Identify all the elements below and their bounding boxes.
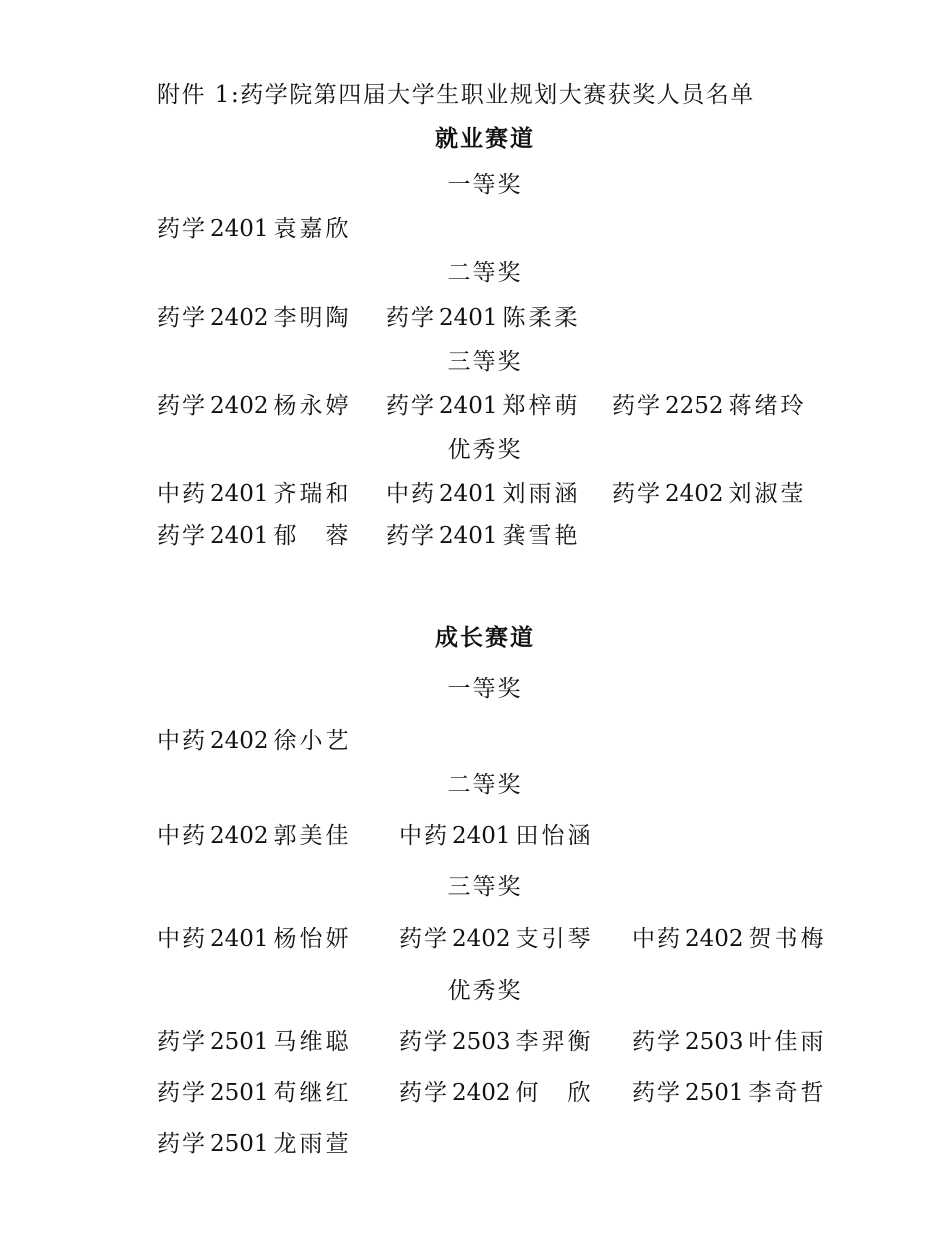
award-heading-second: 二等奖 [447,772,523,798]
winner-entry: 药学 2252 蒋绪玲 [612,393,807,419]
winner-entry: 药学 2501 李奇哲 [632,1080,827,1106]
winner-entry: 药学 2503 李羿衡 [399,1029,594,1055]
winner-entry: 药学 2402 支引琴 [399,926,594,952]
winner-entry: 药学 2401 袁嘉欣 [157,216,352,242]
document-title: 附件 1:药学院第四届大学生职业规划大赛获奖人员名单 [157,82,755,108]
winner-entry: 药学 2401 郁 蓉 [157,523,352,549]
winner-entry: 中药 2401 杨怡妍 [157,926,352,952]
winner-entry: 药学 2501 马维聪 [157,1029,352,1055]
winner-entry: 药学 2401 陈柔柔 [386,305,581,331]
winner-entry: 药学 2501 龙雨萱 [157,1131,352,1157]
winner-entry: 药学 2503 叶佳雨 [632,1029,827,1055]
winner-entry: 中药 2402 贺书梅 [632,926,827,952]
track-heading-growth: 成长赛道 [435,624,535,651]
award-heading-third: 三等奖 [447,349,523,375]
award-heading-first: 一等奖 [447,172,523,198]
award-heading-merit: 优秀奖 [447,437,523,463]
winner-entry: 药学 2501 苟继红 [157,1080,352,1106]
winner-entry: 药学 2402 杨永婷 [157,393,352,419]
winner-entry: 药学 2402 何 欣 [399,1080,594,1106]
winner-entry: 中药 2401 齐瑞和 [157,481,352,507]
award-heading-first: 一等奖 [447,676,523,702]
award-heading-third: 三等奖 [447,874,523,900]
winner-entry: 中药 2401 刘雨涵 [386,481,581,507]
award-heading-second: 二等奖 [447,260,523,286]
winner-entry: 药学 2402 李明陶 [157,305,352,331]
winner-entry: 中药 2402 郭美佳 [157,823,352,849]
award-heading-merit: 优秀奖 [447,978,523,1004]
winner-entry: 药学 2402 刘淑莹 [612,481,807,507]
track-heading-employment: 就业赛道 [435,125,535,152]
winner-entry: 中药 2401 田怡涵 [399,823,594,849]
winner-entry: 药学 2401 龚雪艳 [386,523,581,549]
winner-entry: 药学 2401 郑梓萌 [386,393,581,419]
winner-entry: 中药 2402 徐小艺 [157,728,352,754]
